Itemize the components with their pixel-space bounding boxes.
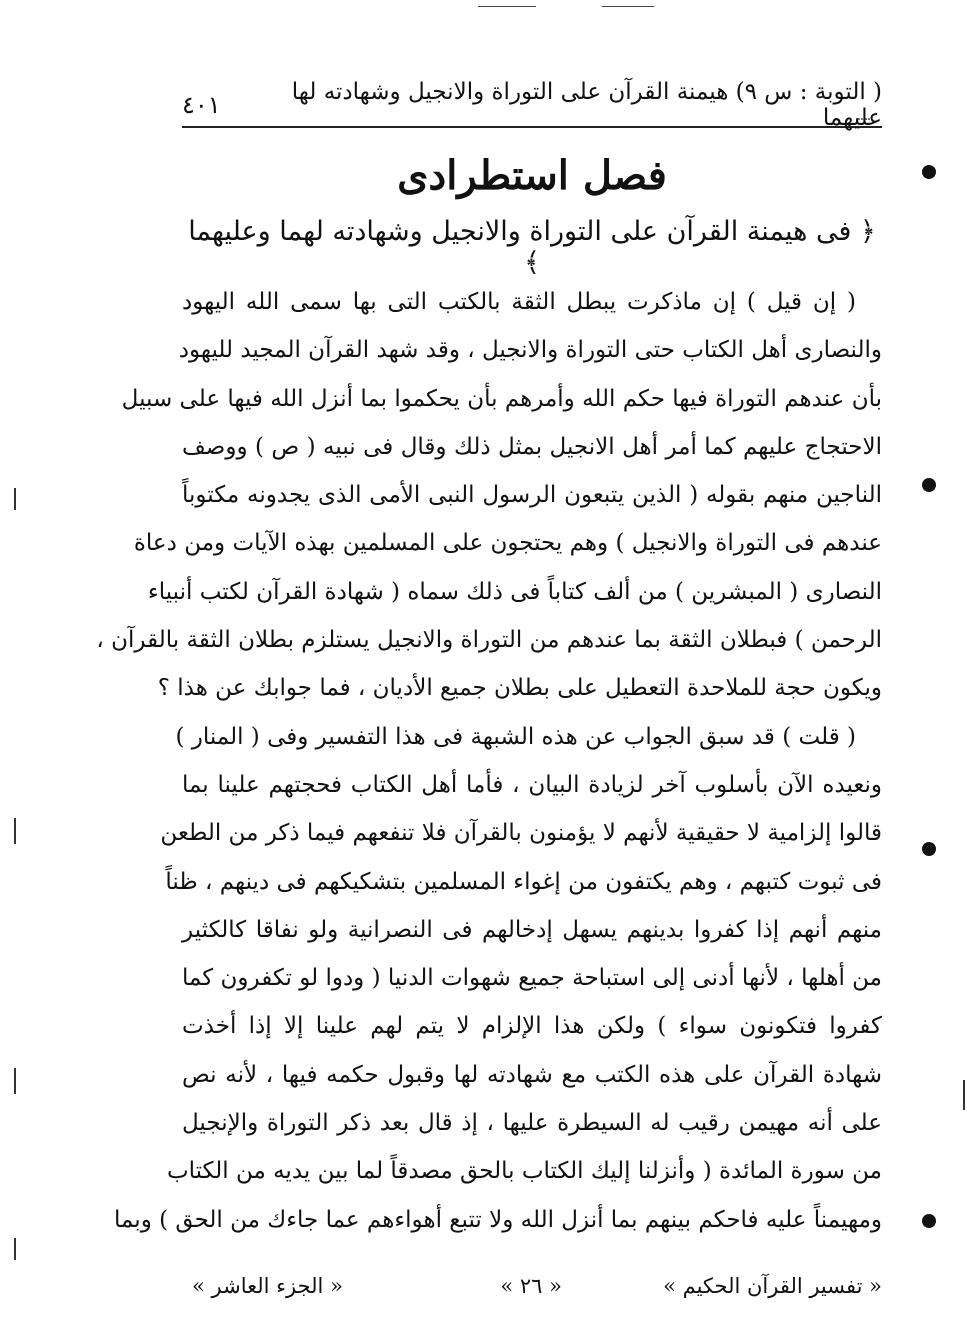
margin-tick: [14, 1068, 16, 1094]
body-line: ( قلت ) قد سبق الجواب عن هذه الشبهة فى هذا التفسير وفى ( المنار ): [175, 723, 856, 750]
footer-book-title: « تفسير القرآن الحكيم »: [663, 1274, 882, 1298]
header-page-number: ٤٠١: [182, 91, 221, 119]
body-line: شهادة القرآن على هذه الكتب مع شهادته لها وقبول حكمه فيها ، لأنه نص: [182, 1061, 882, 1088]
body-line: بأن عندهم التوراة فيها حكم الله وأمرهم بأن يحكموا بما أنزل الله فيها على سبيل: [121, 385, 882, 412]
body-text: [96, 278, 882, 1244]
top-scan-rule: [478, 6, 536, 7]
chapter-title: فصل استطرادى: [397, 152, 667, 199]
body-line: الناجين منهم بقوله ( الذين يتبعون الرسول النبى الأمى الذى يجدونه مكتوباً: [182, 482, 882, 509]
page-footer: [182, 1274, 882, 1304]
margin-bullet-icon: [922, 165, 936, 179]
scan-edge-mark: [963, 1080, 965, 1110]
body-line: الاحتجاج عليهم كما أمر أهل الانجيل بمثل ذلك وقال فى نبيه ( ص ) ووصف: [182, 433, 882, 460]
body-line: منهم أنهم إذا كفروا بدينهم يسهل إدخالهم فى النصرانية ولو نفاقا كالكثير: [182, 916, 882, 943]
chapter-subtitle: ﴿ فى هيمنة القرآن على التوراة والانجيل وشهادته لهما وعليهما ﴾: [188, 216, 876, 278]
body-line: ومهيمناً عليه فاحكم بينهم بما أنزل الله ولا تتبع أهواءهم عما جاءك من الحق ) وبما: [113, 1206, 882, 1233]
body-line: والنصارى أهل الكتاب حتى التوراة والانجيل ، وقد شهد القرآن المجيد لليهود: [178, 337, 882, 364]
header-text: ( التوبة : س ٩) هيمنة القرآن على التوراة والانجيل وشهادته لها عليهما: [291, 79, 882, 131]
margin-tick: [14, 488, 16, 510]
footer-part: « الجزء العاشر »: [192, 1274, 343, 1298]
margin-bullet-icon: [922, 842, 936, 856]
body-line: الرحمن ) فبطلان الثقة بما عندهم من التوراة والانجيل يستلزم بطلان الثقة بالقرآن ،: [96, 627, 882, 654]
body-line: قالوا إلزامية لا حقيقية لأنهم لا يؤمنون بالقرآن فلا تنفعهم فيما ذكر من الطعن: [160, 820, 882, 847]
body-line: ( إن قيل ) إن ماذكرت يبطل الثقة بالكتب التى بها سمى الله اليهود: [182, 289, 856, 315]
margin-tick: [14, 818, 16, 844]
body-line: ويكون حجة للملاحدة التعطيل على بطلان جميع الأديان ، فما جوابك عن هذا ؟: [157, 675, 882, 702]
body-line: من أهلها ، لأنها أدنى إلى استباحة جميع شهوات الدنيا ( ودوا لو تكفرون كما: [181, 965, 882, 992]
top-scan-rule: [602, 6, 654, 7]
body-line: على أنه مهيمن رقيب له السيطرة عليها ، إذ قال بعد ذكر التوراة والإنجيل: [182, 1110, 882, 1137]
body-line: ونعيده الآن بأسلوب آخر لزيادة البيان ، فأما أهل الكتاب فحجتهم علينا بما: [182, 771, 882, 798]
body-line: فى ثبوت كتبهم ، وهم يكتفون من إغواء المسلمين بتشكيكهم فى دينهم ، ظناً: [165, 868, 882, 895]
footer-page-number: « ٢٦ »: [500, 1274, 562, 1298]
body-line: من سورة المائدة ( وأنزلنا إليك الكتاب بالحق مصدقاً لما بين يديه من الكتاب: [166, 1158, 882, 1185]
margin-bullet-icon: [922, 1214, 936, 1228]
body-line: عندهم فى التوراة والانجيل ) وهم يحتجون على المسلمين بهذه الآيات ومن دعاة: [133, 530, 882, 557]
margin-bullet-icon: [922, 478, 936, 492]
body-line: كفروا فتكونون سواء ) ولكن هذا الإلزام لا يتم لهم علينا إلا إذا أخذت: [182, 1013, 882, 1040]
body-line: النصارى ( المبشرين ) من ألف كتاباً فى ذلك سماه ( شهادة القرآن لكتب أنبياء: [147, 578, 882, 605]
margin-tick: [14, 1238, 16, 1260]
running-header: [182, 79, 882, 131]
